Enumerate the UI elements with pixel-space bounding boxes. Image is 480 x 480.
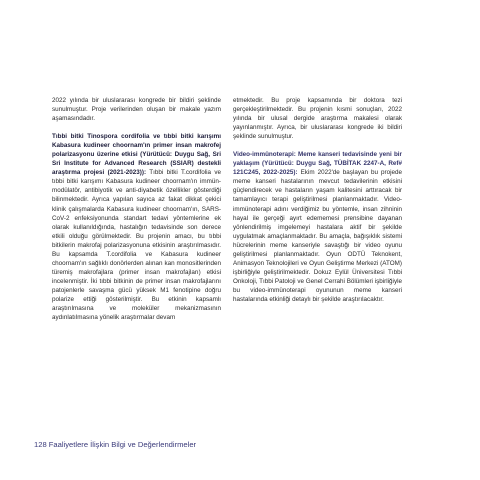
page-footer xyxy=(34,440,196,449)
right-column xyxy=(233,96,402,313)
left-column xyxy=(52,96,221,331)
paragraph xyxy=(52,132,221,322)
project-description: Ekim 2022'de başlayan bu projede meme kanseri hastalarının mevcut tedavilerinin etkisini güçlendirecek ve hastaların yaşam kalitesini arttıracak bir tamamlayıcı terapi geliştirilmesi planlanmaktadır. Video-immünoterapi adını verdiğimiz bu yöntemle, insan zihninin hayal ile gerçeği ayırt edememesi prensibine dayanan yönlendirilmiş imgelemeyi hastalara aktif bir şekilde uygulatmak amaçlanmaktadır. Bu amaçla, bağışıklık sistemi hücrelerinin meme kanseriyle savaştığı bir video oyunu geliştirilmesi planlanmaktadır. Oyun ODTÜ Teknokent, Animasyon Teknolojileri ve Oyun Geliştirme Merkezi (ATOM) işbirliğiyle geliştirilmektedir. Dokuz Eylül Üniversitesi Tıbbi Onkoloji, Tıbbi Patoloji ve Genel Cerrahi Bölümleri işbirliğiyle bu video-immünoterapi oyununun meme kanseri hastalarında etkinliği detaylı bir şekilde araştırılacaktır. xyxy=(233,169,402,303)
paragraph xyxy=(233,150,402,304)
project-heading: Video-immünoterapi: Meme kanseri tedavisinde yeni bir yaklaşım (Yürütücü: Duygu Sağ, TÜBİTAK 2247-A, Ref# 121C245, 2022-2025): xyxy=(233,151,402,177)
page-number: 128 xyxy=(34,440,47,449)
project-description: Tıbbi bitki T.cordifolia ve tıbbi bitki karışımı Kabasura kudineer choornam'ın immün-modülatör, antibiyotik ve anti-diyabetik özellikler gösterdiği bilinmektedir. Ayrıca yapılan sayıca az fakat dikkat çekici klinik çalışmalarda Kabasura kudineer choornam'ın, SARS-CoV-2 enfeksiyonunda standart tedavi yöntemlerine ek olarak kullanıldığında, hastalığın tedavisinde son derece etkili olduğu görülmektedir. Bu projenin amacı, bu tıbbi bitkilerin makrofaj polarizasyonuna etkisinin araştırılmasıdır. Bu kapsamda T.cordifolia ve Kabasura kudineer choornam'ın sağlıklı donörlerden alınan kan monositlerinden türemiş makrofajlara (primer insan makrofajları) etkisi incelenmiştir. İki tıbbi bitkinin de primer insan makrofajlarını patojenlerle savaşma gücü yüksek M1 fenotipine doğru polarize ettiği gösterilmiştir. Bu etkinin kapsamlı araştırılmasına ve moleküler mekanizmasının aydınlatılmasına yönelik araştırmalar devam xyxy=(52,169,221,322)
project-heading: Tıbbi bitki Tinospora cordifolia ve tıbbi bitki karışımı Kabasura kudineer choornam'ın primer insan makrofej polarizasyonu üzerine etkisi (Yürütücü: Duygu Sağ, Sri Sri Institute for Advanced Research (SSIAR) destekli araştırma projesi (2021-2023)): xyxy=(52,133,221,177)
paragraph: etmektedir. Bu proje kapsamında bir doktora tezi gerçekleştirilmektedir. Bu projenin kısmi sonuçları, 2022 yılında bir ulusal dergide araştırma makalesi olarak yayınlanmıştır. Ayrıca, bir uluslararası kongrede iki bildiri şeklinde sunulmuştur. xyxy=(233,97,402,141)
footer-section-title: Faaliyetlere İlişkin Bilgi ve Değerlendirmeler xyxy=(48,440,197,449)
paragraph: 2022 yılında bir uluslararası kongrede bir bildiri şeklinde sunulmuştur. Proje verilerinden oluşan bir makale yazım aşamasındadır. xyxy=(52,97,221,123)
